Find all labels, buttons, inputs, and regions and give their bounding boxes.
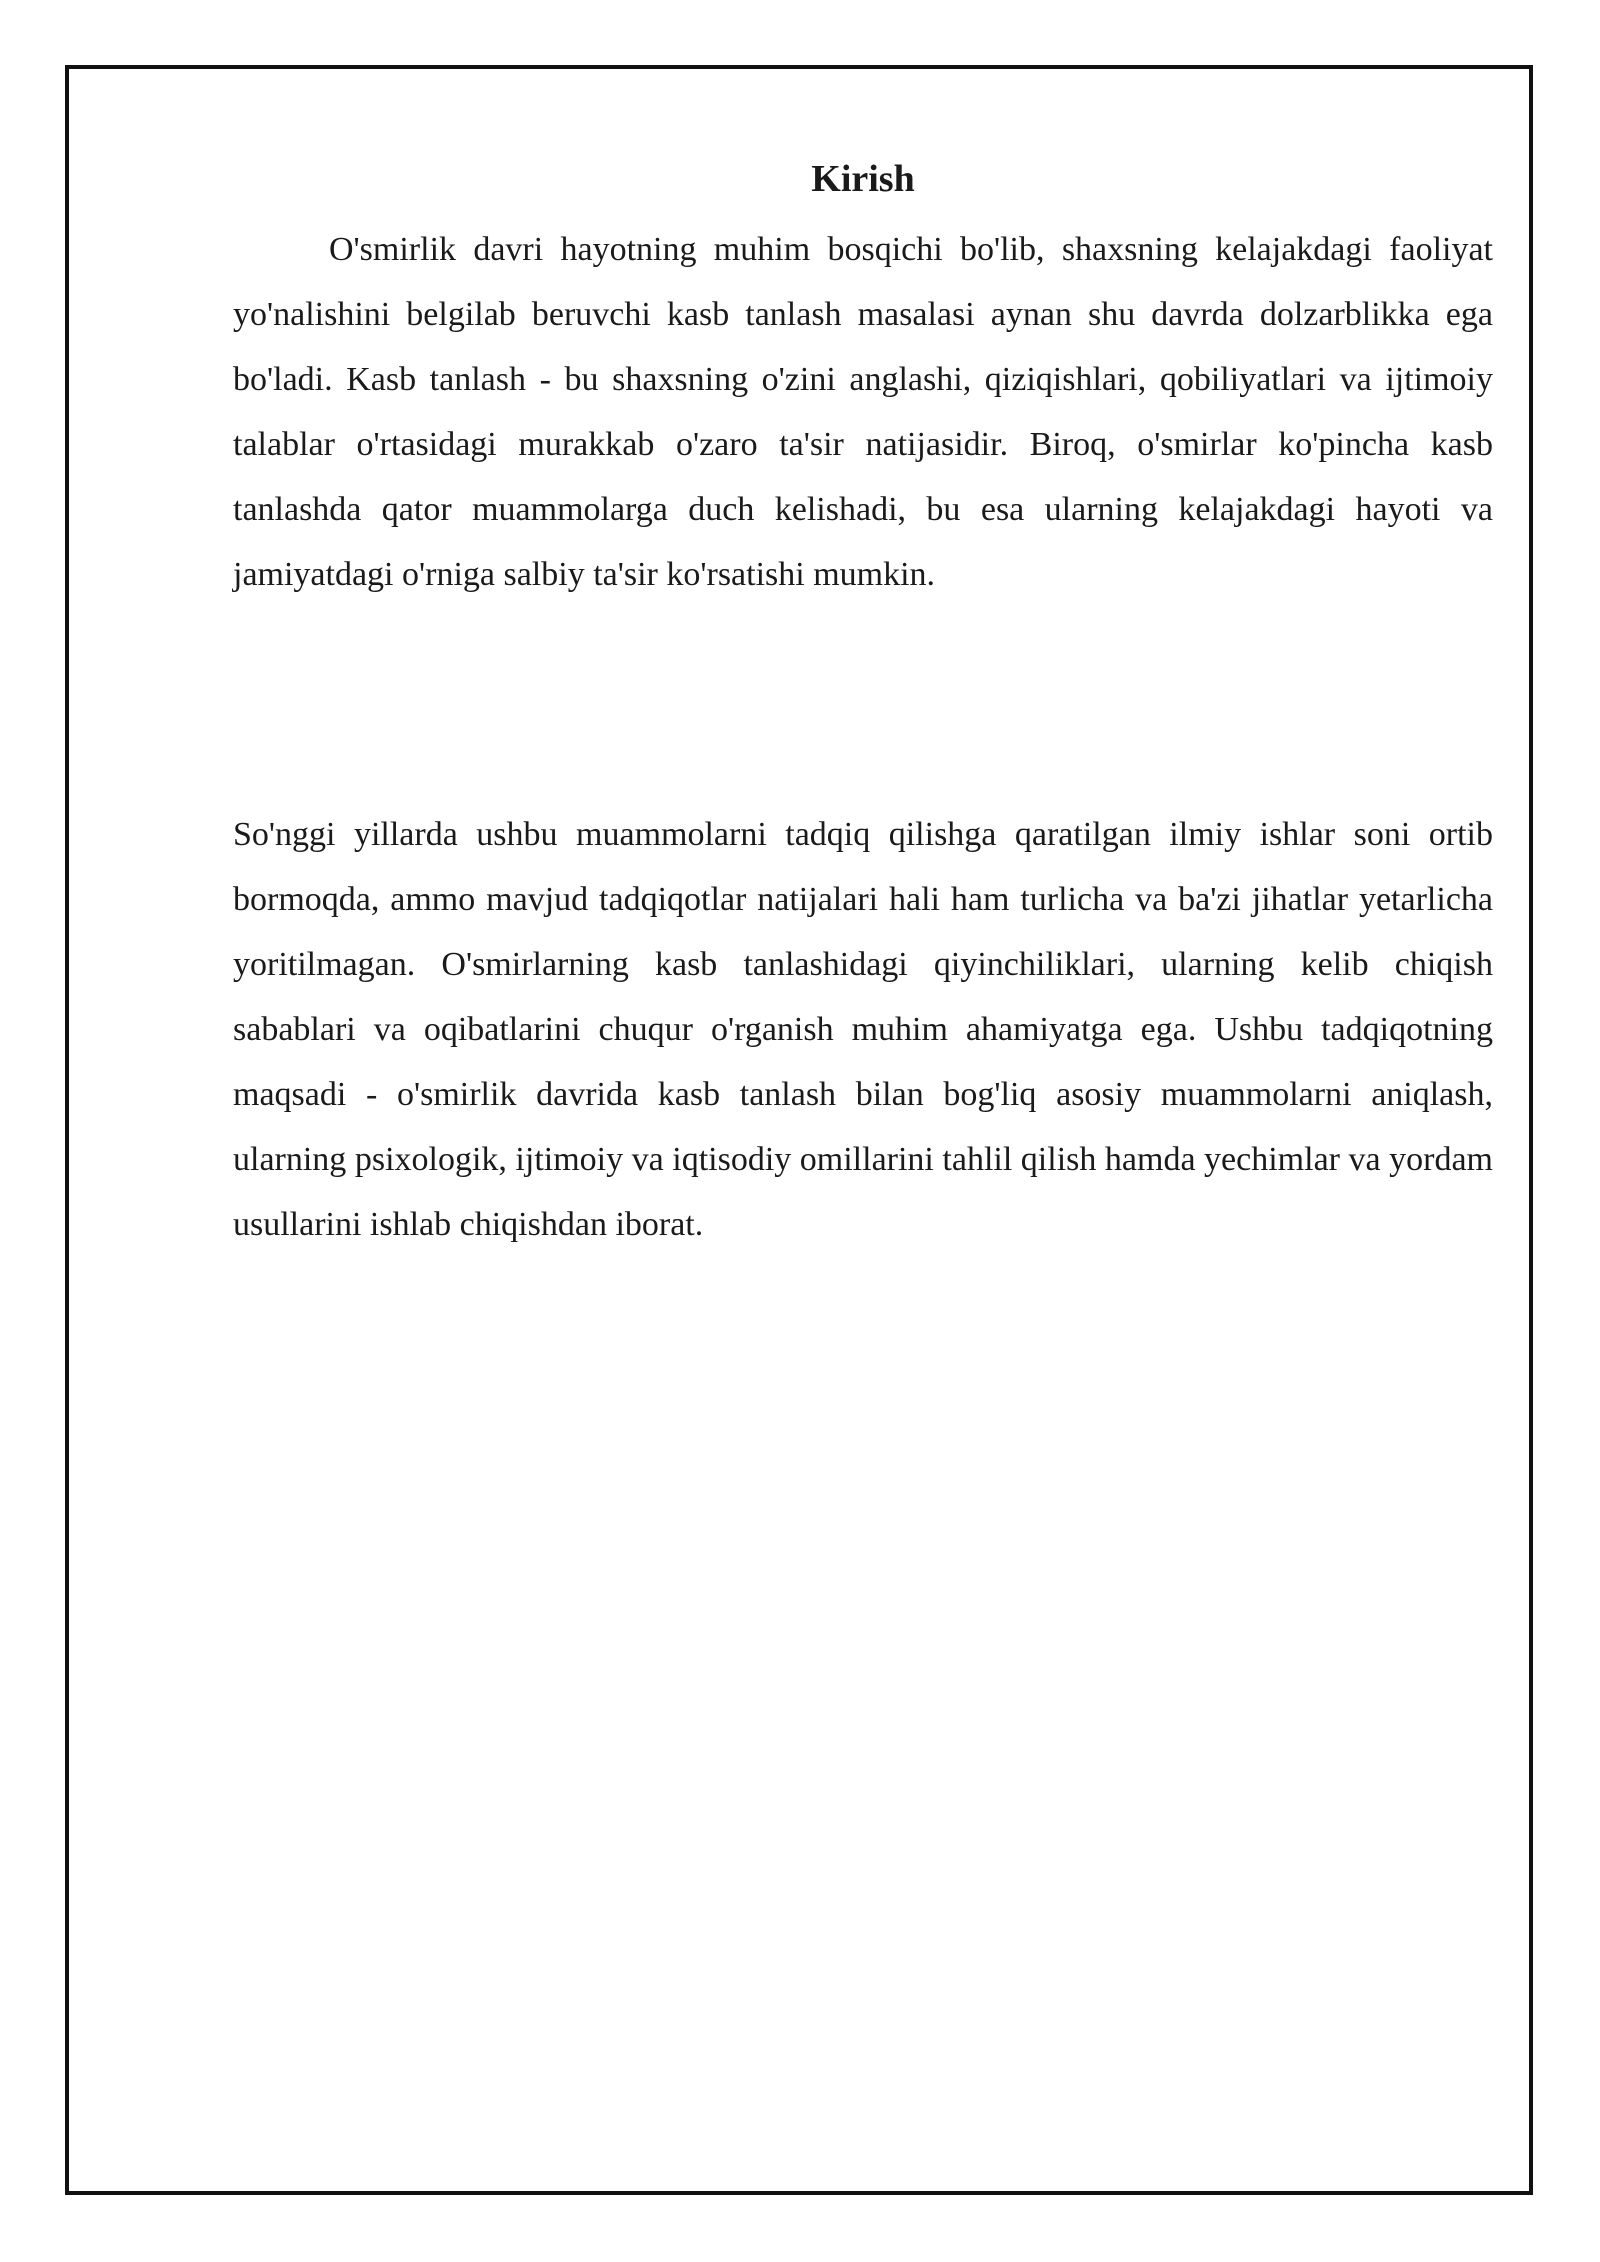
page-frame: [65, 65, 1533, 2195]
paragraph-intro: O'smirlik davri hayotning muhim bosqichi bo'lib, shaxsning kelajakdagi faoliyat yo'nalishini belgilab beruvchi kasb tanlash masalasi aynan shu davrda dolzarblikka ega bo'ladi. Kasb tanlash - bu shaxsning o'zini anglashi, qiziqishlari, qobiliyatlari va ijtimoiy talablar o'rtasidagi murakkab o'zaro ta'sir natijasidir. Biroq, o'smirlar ko'pincha kasb tanlashda qator muammolarga duch kelishadi, bu esa ularning kelajakdagi hayoti va jamiyatdagi o'rniga salbiy ta'sir ko'rsatishi mumkin.: [233, 231, 1493, 593]
page-title: Kirish: [811, 158, 915, 200]
paragraph-research: So'nggi yillarda ushbu muammolarni tadqiq qilishga qaratilgan ilmiy ishlar soni ortib bormoqda, ammo mavjud tadqiqotlar natijalari hali ham turlicha va ba'zi jihatlar yetarlicha yoritilmagan. O'smirlarning kasb tanlashidagi qiyinchiliklari, ularning kelib chiqish sabablari va oqibatlarini chuqur o'rganish muhim ahamiyatga ega. Ushbu tadqiqotning maqsadi - o'smirlik davrida kasb tanlash bilan bog'liq asosiy muammolarni aniqlash, ularning psixologik, ijtimoiy va iqtisodiy omillarini tahlil qilish hamda yechimlar va yordam usullarini ishlab chiqishdan iborat.: [233, 816, 1493, 1243]
